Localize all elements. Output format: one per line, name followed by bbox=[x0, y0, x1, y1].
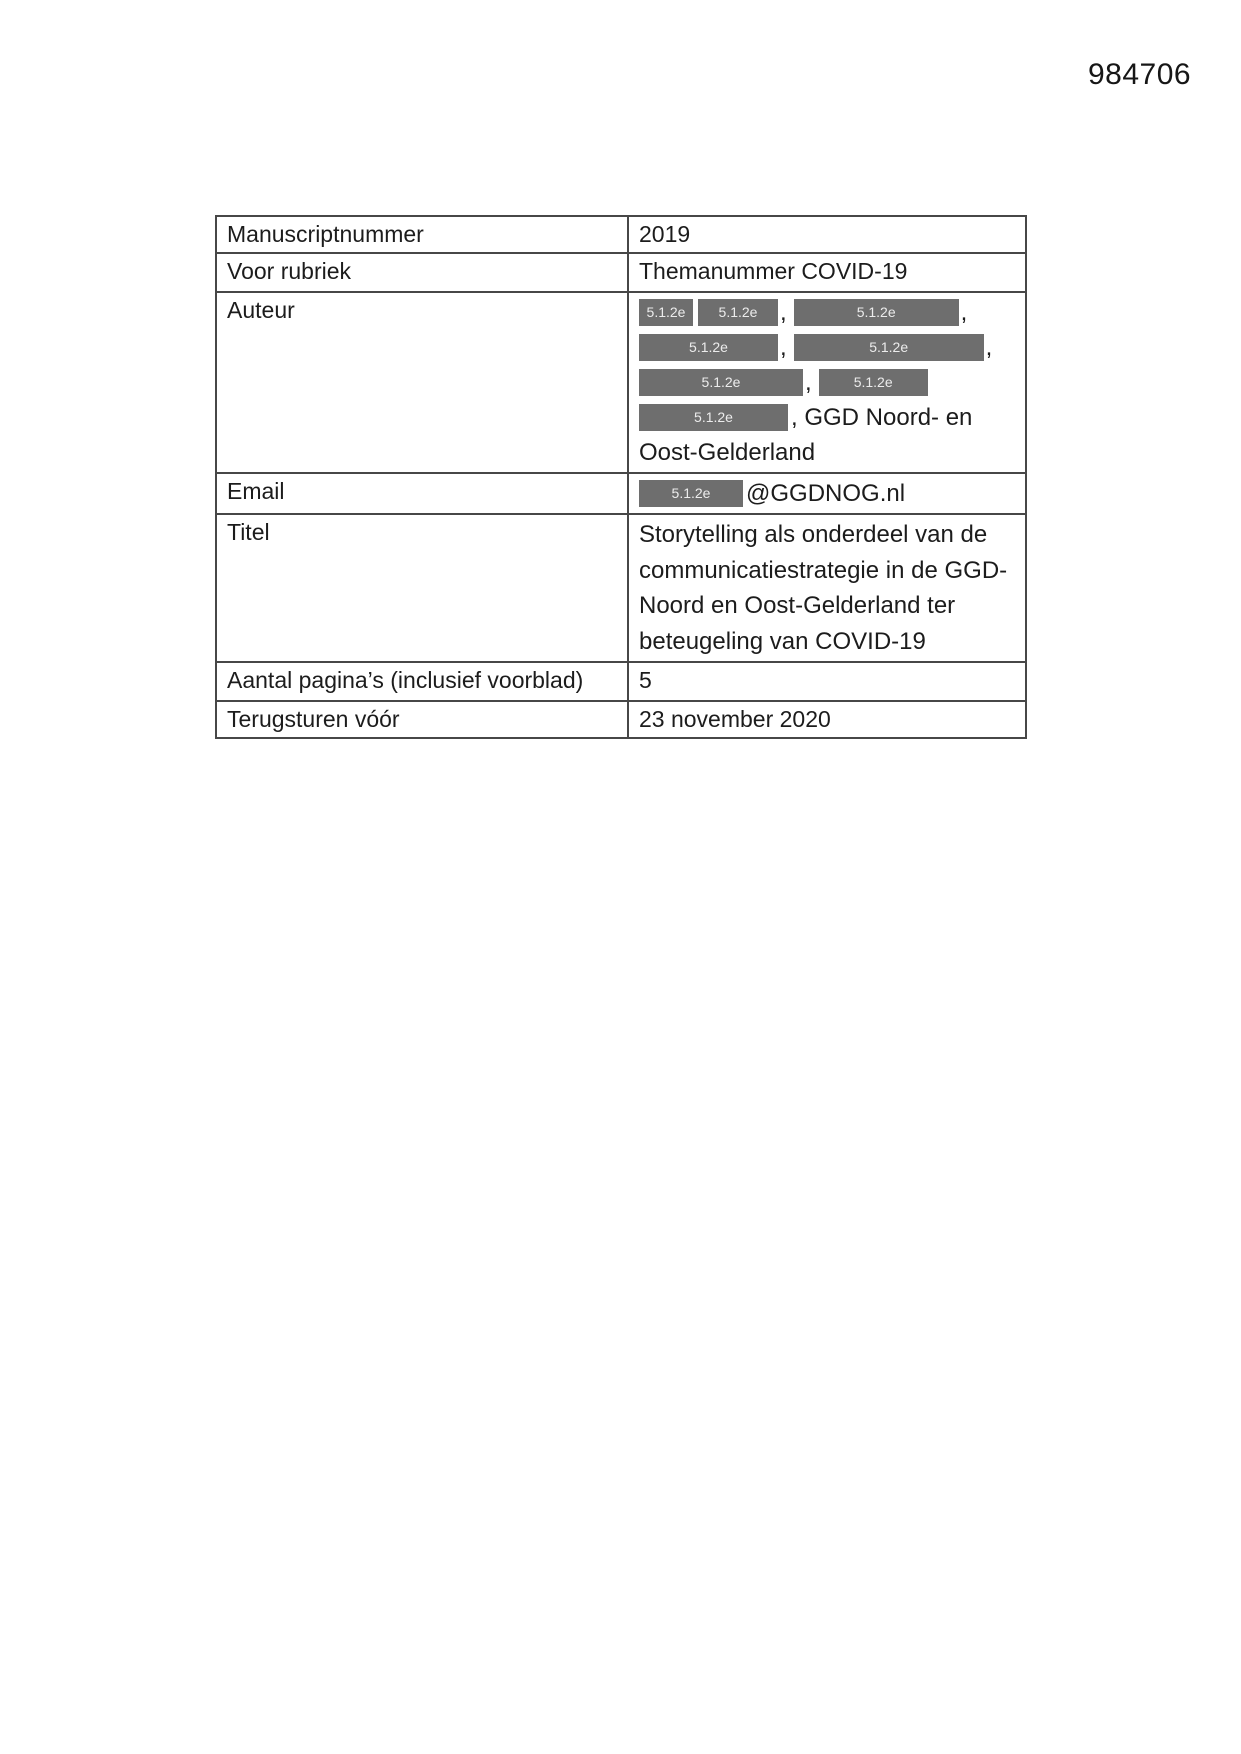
row-value-titel bbox=[628, 514, 1026, 662]
row-label-email: Email bbox=[216, 473, 628, 514]
row-label-manuscriptnummer: Manuscriptnummer bbox=[216, 216, 628, 253]
auteur-line-2 bbox=[639, 330, 1015, 365]
table-row bbox=[216, 292, 1026, 473]
title-line: Noord en Oost-Gelderland ter bbox=[639, 592, 956, 619]
row-value-aantal-paginas: 5 bbox=[628, 662, 1026, 701]
auteur-line-3 bbox=[639, 365, 1015, 400]
row-value-manuscriptnummer: 2019 bbox=[628, 216, 1026, 253]
title-line: beteugeling van COVID-19 bbox=[639, 627, 926, 655]
redaction-box: 5.1.2e bbox=[639, 334, 778, 361]
redaction-box: 5.1.2e bbox=[698, 299, 778, 326]
table-row bbox=[216, 662, 1026, 701]
redaction-box: 5.1.2e bbox=[639, 299, 693, 326]
row-label-voor-rubriek: Voor rubriek bbox=[216, 253, 628, 292]
row-label-aantal-paginas: Aantal pagina’s (inclusief voorblad) bbox=[216, 662, 628, 701]
auteur-separator: , bbox=[780, 299, 787, 326]
email-line bbox=[639, 476, 1015, 511]
redaction-box: 5.1.2e bbox=[639, 404, 788, 431]
row-label-terugsturen-voor: Terugsturen vóór bbox=[216, 701, 628, 738]
redaction-box: 5.1.2e bbox=[794, 334, 984, 361]
table-row bbox=[216, 216, 1026, 253]
row-label-auteur: Auteur bbox=[216, 292, 628, 473]
auteur-line-1 bbox=[639, 295, 1015, 330]
auteur-separator: , bbox=[780, 334, 787, 361]
table-row bbox=[216, 514, 1026, 662]
redaction-box: 5.1.2e bbox=[819, 369, 928, 396]
row-value-voor-rubriek: Themanummer COVID-19 bbox=[628, 253, 1026, 292]
row-value-email bbox=[628, 473, 1026, 514]
title-line: communicatiestrategie in de GGD- bbox=[639, 556, 1008, 584]
auteur-line-4 bbox=[639, 400, 1015, 435]
table-row bbox=[216, 253, 1026, 292]
redaction-box: 5.1.2e bbox=[639, 369, 803, 396]
redaction-box: 5.1.2e bbox=[794, 299, 959, 326]
table-row bbox=[216, 701, 1026, 738]
page-number: 984706 bbox=[1088, 58, 1192, 91]
email-suffix: @GGDNOG.nl bbox=[746, 480, 906, 507]
auteur-separator: , bbox=[805, 369, 812, 396]
manuscript-table bbox=[215, 215, 1027, 739]
auteur-separator: , bbox=[985, 334, 993, 361]
row-label-titel: Titel bbox=[216, 514, 628, 662]
auteur-line-5: Oost-Gelderland bbox=[639, 439, 816, 466]
title-line: Storytelling als onderdeel van de bbox=[639, 521, 988, 548]
auteur-affiliation: , GGD Noord- en bbox=[791, 404, 973, 431]
table-row bbox=[216, 473, 1026, 514]
auteur-separator: , bbox=[960, 299, 968, 326]
row-value-auteur bbox=[628, 292, 1026, 473]
redaction-box: 5.1.2e bbox=[639, 480, 743, 507]
row-value-terugsturen-voor: 23 november 2020 bbox=[628, 701, 1026, 738]
